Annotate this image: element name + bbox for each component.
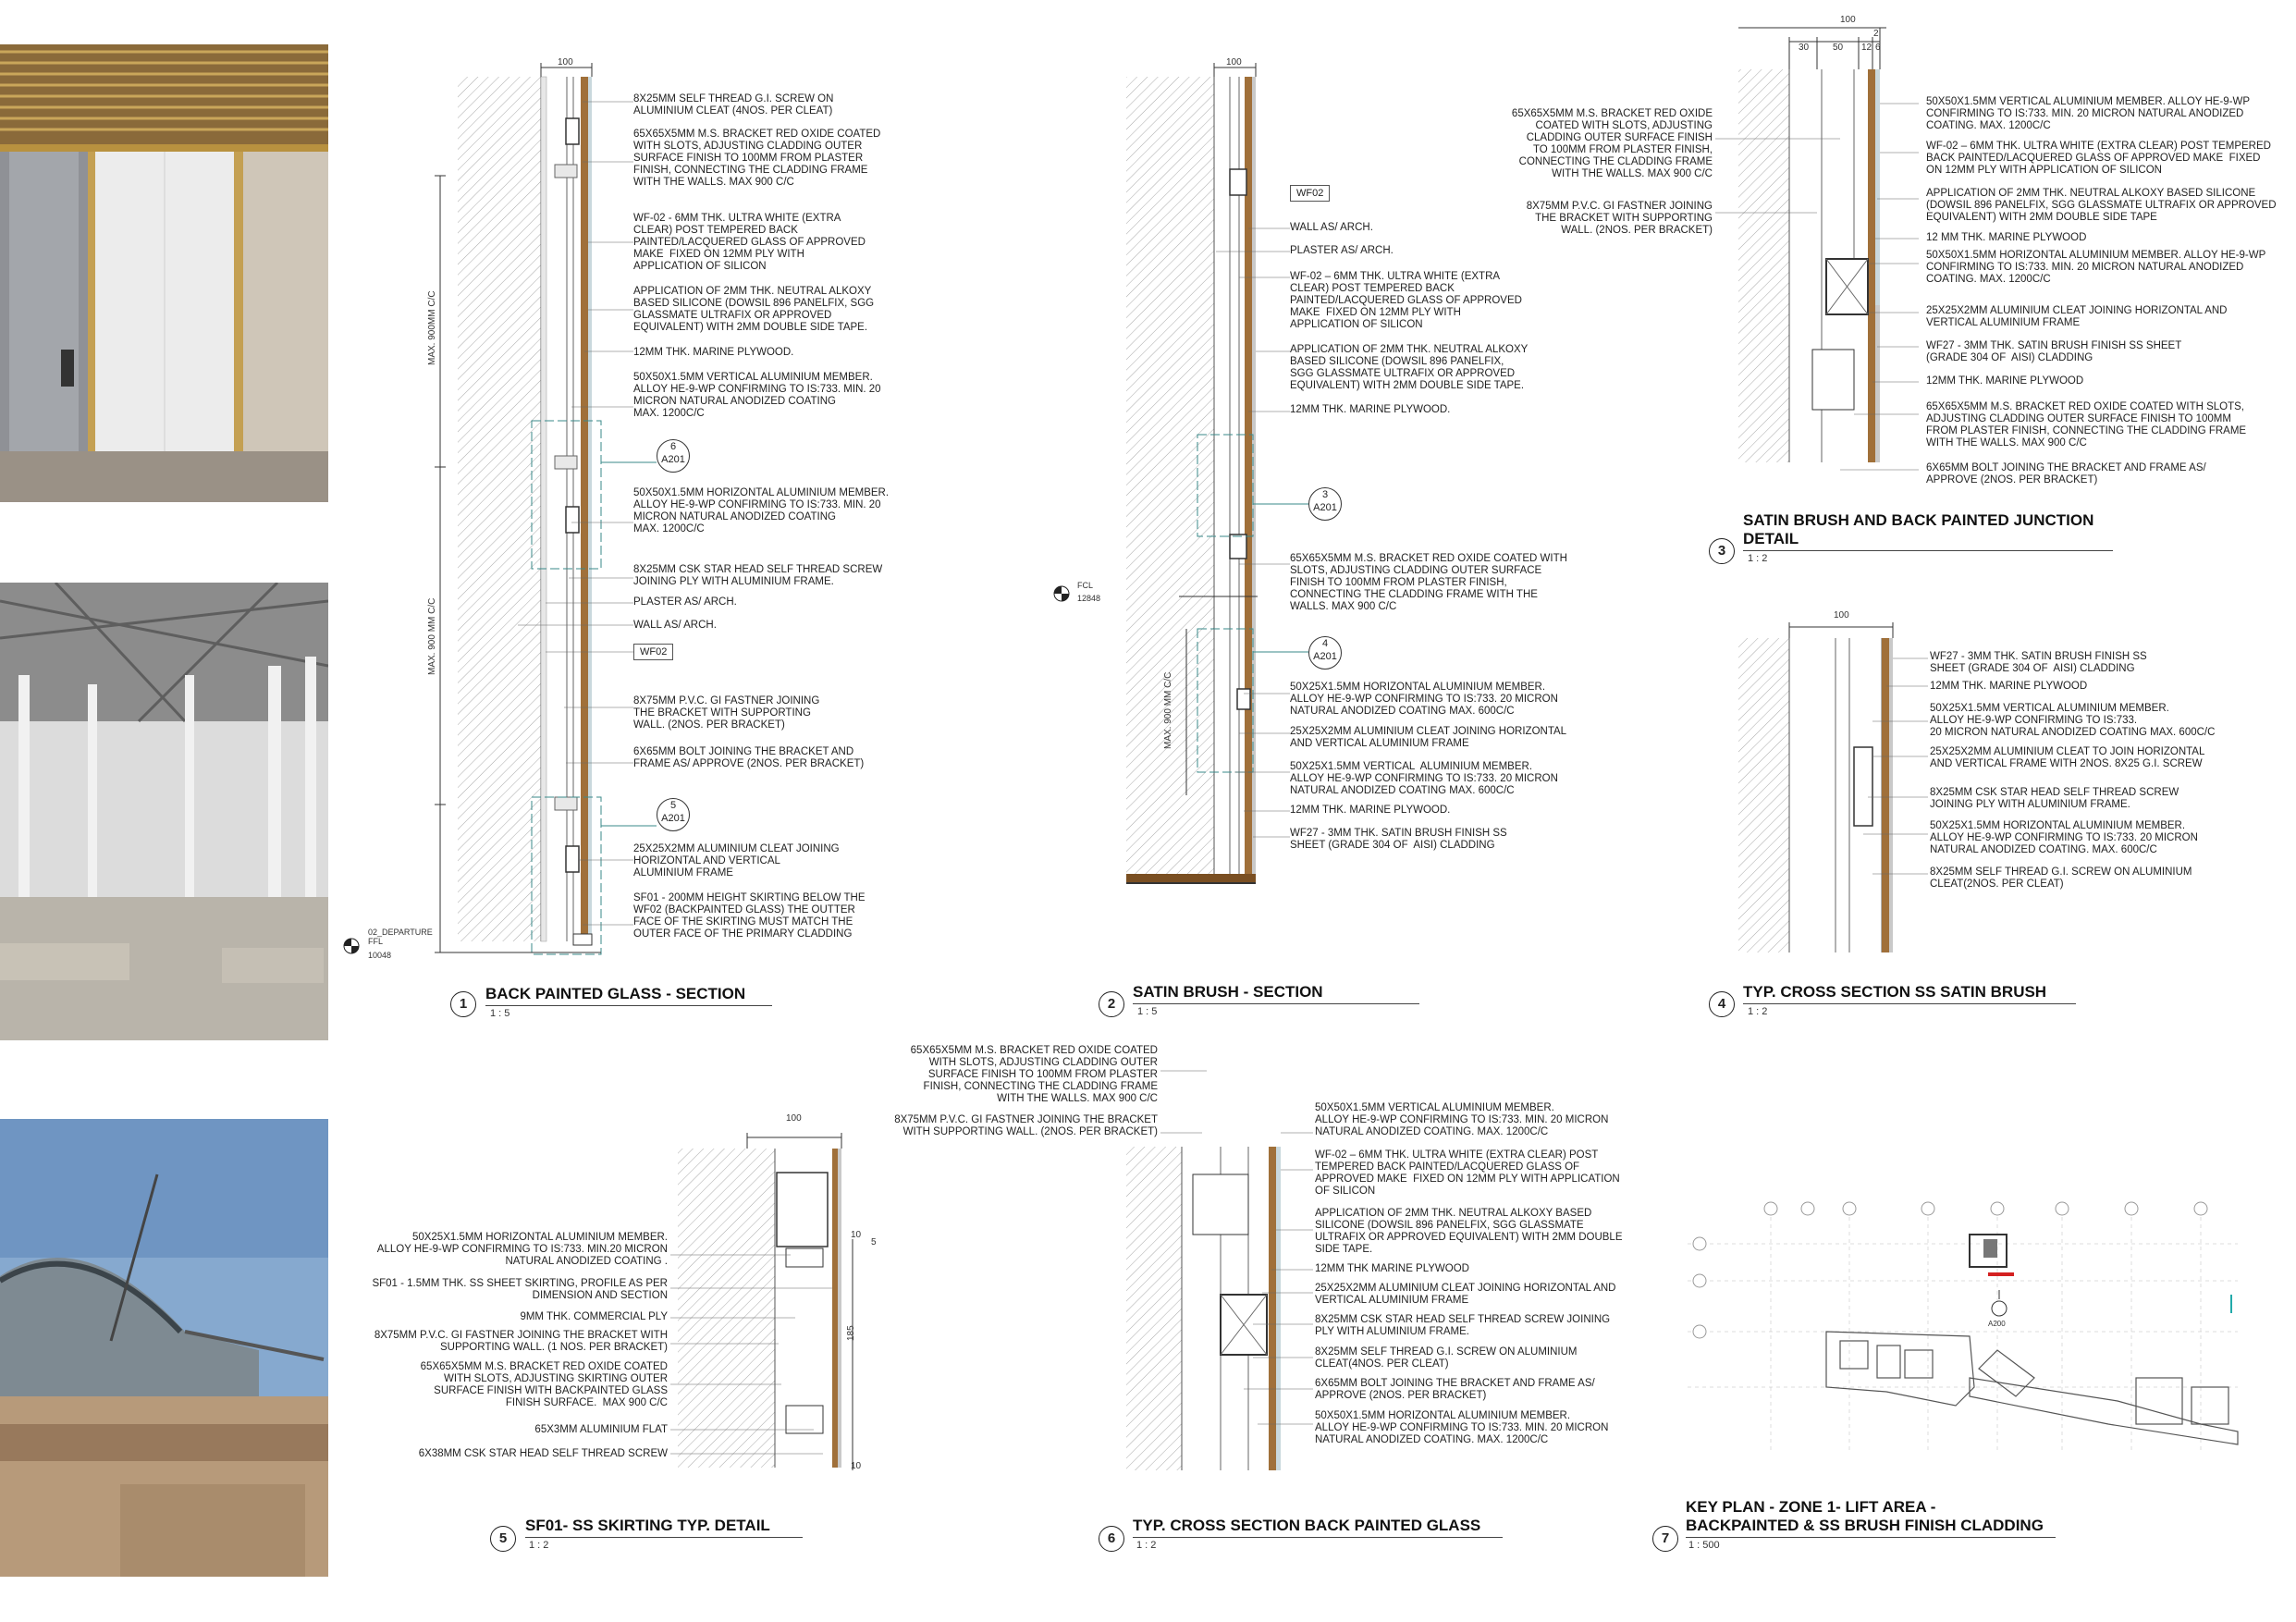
d3-note-7: WF27 - 3MM THK. SATIN BRUSH FINISH SS SHEET (GRADE 304 OF AISI) CLADDING xyxy=(1926,340,2182,363)
detail-2-drawing xyxy=(1126,63,1308,883)
detail-3-drawing xyxy=(1715,28,1919,470)
d3-dim-12: 12 xyxy=(1861,43,1872,53)
level-marker-1 xyxy=(344,939,359,953)
d5-note-2: SF01 - 1.5MM THK. SS SHEET SKIRTING, PROFILE AS PER DIMENSION AND SECTION xyxy=(372,1278,668,1301)
d1-note-10: WALL AS/ ARCH. xyxy=(633,620,717,631)
d1-note-13: 25X25X2MM ALUMINIUM CLEAT JOINING HORIZONTAL AND VERTICAL ALUMINIUM FRAME xyxy=(633,843,840,879)
d2-callout-a[interactable]: 3 A201 xyxy=(1308,487,1342,521)
level-marker-2 xyxy=(1054,586,1069,601)
d2-level-label: FCL xyxy=(1077,581,1094,590)
d5-number: 5 xyxy=(490,1526,516,1552)
d3-note-left-1: 65X65X5MM M.S. BRACKET RED OXIDE COATED WITH SLOTS, ADJUSTING CLADDING OUTER SURFACE FINISH TO 100MM FROM PLASTER FINISH, CONNECTING THE CLADDING FRAME WITH THE WALLS. MAX 900 C/C xyxy=(1511,108,1713,179)
d2-note-6: 65X65X5MM M.S. BRACKET RED OXIDE COATED WITH SLOTS, ADJUSTING CLADDING OUTER SURFACE FINISH TO 100MM FROM PLASTER FINISH, CONNECTING THE CLADDING FRAME WITH THE WALLS. MAX 900 C/C xyxy=(1290,553,1567,612)
d6-title: TYP. CROSS SECTION BACK PAINTED GLASS xyxy=(1133,1517,1481,1534)
d3-scale: 1 : 2 xyxy=(1748,553,1768,564)
d6-note-left-1: 65X65X5MM M.S. BRACKET RED OXIDE COATED WITH SLOTS, ADJUSTING CLADDING OUTER SURFACE FINISH TO 100MM FROM PLASTER FINISH, CONNECTING THE CLADDING FRAME WITH THE WALLS. MAX 900 C/C xyxy=(910,1045,1158,1104)
d2-dim-a: MAX. 900 MM C/C xyxy=(1163,671,1173,749)
d1-level-value: 10048 xyxy=(368,951,392,960)
d2-dim: 100 xyxy=(1226,57,1242,68)
d5-dim-10b: 10 xyxy=(851,1461,862,1471)
d5-dim-10a: 10 xyxy=(851,1230,862,1240)
d5-dim-185: 185 xyxy=(846,1325,856,1341)
d2-note-7: 50X25X1.5MM HORIZONTAL ALUMINIUM MEMBER. ALLOY HE-9-WP CONFIRMING TO IS:733. 20 MICRON NATURAL ANODIZED COATING MAX. 600C/C xyxy=(1290,682,1558,717)
d6-note-8: 6X65MM BOLT JOINING THE BRACKET AND FRAME AS/ APPROVE (2NOS. PER BRACKET) xyxy=(1315,1378,1595,1401)
d6-note-9: 50X50X1.5MM HORIZONTAL ALUMINIUM MEMBER. ALLOY HE-9-WP CONFIRMING TO IS:733. MIN. 20 MICRON NATURAL ANODIZED COATING. MAX. 1200C/C xyxy=(1315,1410,1609,1445)
d2-note-2: PLASTER AS/ ARCH. xyxy=(1290,245,1394,256)
d6-note-2: WF-02 – 6MM THK. ULTRA WHITE (EXTRA CLEAR) POST TEMPERED BACK PAINTED/LACQUERED GLASS OF APPROVED MAKE FIXED ON 12MM PLY WITH APPLICATION OF SILICON xyxy=(1315,1149,1620,1197)
keyplan-marker[interactable]: A200 xyxy=(1988,1320,2006,1328)
d3-note-left-2: 8X75MM P.V.C. GI FASTNER JOINING THE BRACKET WITH SUPPORTING WALL. (2NOS. PER BRACKET) xyxy=(1526,201,1713,236)
d1-note-11: 8X75MM P.V.C. GI FASTNER JOINING THE BRACKET WITH SUPPORTING WALL. (2NOS. PER BRACKET) xyxy=(633,695,820,731)
d4-scale: 1 : 2 xyxy=(1748,1006,1768,1017)
d4-note-6: 50X25X1.5MM HORIZONTAL ALUMINIUM MEMBER. ALLOY HE-9-WP CONFIRMING TO IS:733. 20 MICRON NATURAL ANODIZED COATING. MAX. 600C/C xyxy=(1930,820,2198,855)
d2-note-5: 12MM THK. MARINE PLYWOOD. xyxy=(1290,404,1451,415)
d1-note-1: 8X25MM SELF THREAD G.I. SCREW ON ALUMINIUM CLEAT (4NOS. PER CLEAT) xyxy=(633,93,834,117)
d2-title: SATIN BRUSH - SECTION xyxy=(1133,983,1323,1001)
d4-note-1: WF27 - 3MM THK. SATIN BRUSH FINISH SS SHEET (GRADE 304 OF AISI) CLADDING xyxy=(1930,651,2147,674)
d4-note-3: 50X25X1.5MM VERTICAL ALUMINIUM MEMBER. ALLOY HE-9-WP CONFIRMING TO IS:733. 20 MICRON NATURAL ANODIZED COATING MAX. 600C/C xyxy=(1930,703,2216,738)
d5-dim: 100 xyxy=(786,1113,802,1124)
d6-note-1: 50X50X1.5MM VERTICAL ALUMINIUM MEMBER. ALLOY HE-9-WP CONFIRMING TO IS:733. MIN. 20 MICRON NATURAL ANODIZED COATING. MAX. 1200C/C xyxy=(1315,1102,1609,1137)
d6-scale: 1 : 2 xyxy=(1136,1540,1157,1551)
d4-number: 4 xyxy=(1709,991,1735,1017)
d2-tag: WF02 xyxy=(1290,185,1330,202)
d2-note-9: 50X25X1.5MM VERTICAL ALUMINIUM MEMBER. ALLOY HE-9-WP CONFIRMING TO IS:733. 20 MICRON NATURAL ANODIZED COATING MAX. 600C/C xyxy=(1290,761,1558,796)
d3-dim-30: 30 xyxy=(1799,43,1810,53)
d1-note-9: PLASTER AS/ ARCH. xyxy=(633,596,737,608)
d1-note-12: 6X65MM BOLT JOINING THE BRACKET AND FRAME AS/ APPROVE (2NOS. PER BRACKET) xyxy=(633,746,865,769)
d2-callout-b[interactable]: 4 A201 xyxy=(1308,636,1342,670)
d4-note-5: 8X25MM CSK STAR HEAD SELF THREAD SCREW JOINING PLY WITH ALUMINIUM FRAME. xyxy=(1930,787,2179,810)
d1-note-6: 50X50X1.5MM VERTICAL ALUMINIUM MEMBER. ALLOY HE-9-WP CONFIRMING TO IS:733. MIN. 20 MICRON NATURAL ANODIZED COATING MAX. 1200C/C xyxy=(633,372,881,419)
d3-dim-50: 50 xyxy=(1833,43,1844,53)
d5-note-4: 8X75MM P.V.C. GI FASTNER JOINING THE BRACKET WITH SUPPORTING WALL. (1 NOS. PER BRACKET) xyxy=(374,1330,668,1353)
d3-dim-6: 6 xyxy=(1875,43,1881,53)
d3-dim-2: 2 xyxy=(1873,29,1879,39)
d1-dim-b: MAX. 900 MM C/C xyxy=(427,597,437,675)
d3-note-5: 50X50X1.5MM HORIZONTAL ALUMINIUM MEMBER. ALLOY HE-9-WP CONFIRMING TO IS:733. MIN. 20 MICRON NATURAL ANODIZED COATING. MAX. 1200C/C xyxy=(1926,250,2266,285)
d2-note-10: 12MM THK. MARINE PLYWOOD. xyxy=(1290,805,1451,816)
d4-title: TYP. CROSS SECTION SS SATIN BRUSH xyxy=(1743,983,2047,1001)
d1-callout-a[interactable]: 6 A201 xyxy=(657,439,690,473)
d6-note-6: 8X25MM CSK STAR HEAD SELF THREAD SCREW JOINING PLY WITH ALUMINIUM FRAME. xyxy=(1315,1314,1611,1337)
d5-note-5: 65X65X5MM M.S. BRACKET RED OXIDE COATED WITH SLOTS, ADJUSTING SKIRTING OUTER SURFACE FINISH WITH BACKPAINTED GLASS FINISH SURFACE. MAX 900 C/C xyxy=(420,1361,668,1408)
d1-tag: WF02 xyxy=(633,644,673,660)
d3-note-9: 65X65X5MM M.S. BRACKET RED OXIDE COATED WITH SLOTS, ADJUSTING CLADDING OUTER SURFACE FINISH TO 100MM FROM PLASTER FINISH, CONNECTING THE CLADDING FRAME WITH THE WALLS. MAX 900 C/C xyxy=(1926,401,2247,449)
d1-note-2: 65X65X5MM M.S. BRACKET RED OXIDE COATED WITH SLOTS, ADJUSTING CLADDING OUTER SURFACE FINISH TO 100MM FROM PLASTER FINISH, CONNECTING THE CLADDING FRAME WITH THE WALLS. MAX 900 C/C xyxy=(633,129,881,188)
d3-note-10: 6X65MM BOLT JOINING THE BRACKET AND FRAME AS/ APPROVE (2NOS. PER BRACKET) xyxy=(1926,462,2206,485)
d1-note-7: 50X50X1.5MM HORIZONTAL ALUMINIUM MEMBER. ALLOY HE-9-WP CONFIRMING TO IS:733. MIN. 20 MICRON NATURAL ANODIZED COATING MAX. 1200C/C xyxy=(633,487,890,535)
d4-note-7: 8X25MM SELF THREAD G.I. SCREW ON ALUMINIUM CLEAT(2NOS. PER CLEAT) xyxy=(1930,866,2192,890)
d2-level-value: 12848 xyxy=(1077,594,1101,603)
d1-dim-a: MAX. 900MM C/C xyxy=(427,290,437,365)
d1-note-4: APPLICATION OF 2MM THK. NEUTRAL ALKOXY BASED SILICONE (DOWSIL 896 PANELFIX, SGG GLASSMATE ULTRAFIX OR APPROVED EQUIVALENT) WITH 2MM DOUBLE SIDE TAPE. xyxy=(633,286,875,333)
d7-scale: 1 : 500 xyxy=(1688,1540,1720,1551)
d1-title: BACK PAINTED GLASS - SECTION xyxy=(485,985,746,1002)
d5-title: SF01- SS SKIRTING TYP. DETAIL xyxy=(525,1517,770,1534)
d1-note-3: WF-02 - 6MM THK. ULTRA WHITE (EXTRA CLEAR) POST TEMPERED BACK PAINTED/LACQUERED GLASS OF APPROVED MAKE FIXED ON 12MM PLY WITH APPLICATION OF SILICON xyxy=(633,213,866,272)
d2-scale: 1 : 5 xyxy=(1137,1006,1158,1017)
d3-note-8: 12MM THK. MARINE PLYWOOD xyxy=(1926,375,2084,387)
d5-note-3: 9MM THK. COMMERCIAL PLY xyxy=(520,1311,668,1322)
d3-number: 3 xyxy=(1709,538,1735,564)
d5-scale: 1 : 2 xyxy=(529,1540,549,1551)
d3-dim: 100 xyxy=(1840,15,1856,25)
d6-number: 6 xyxy=(1099,1526,1124,1552)
d6-note-7: 8X25MM SELF THREAD G.I. SCREW ON ALUMINIUM CLEAT(4NOS. PER CLEAT) xyxy=(1315,1346,1578,1370)
d6-note-left-2: 8X75MM P.V.C. GI FASTNER JOINING THE BRACKET WITH SUPPORTING WALL. (2NOS. PER BRACKET) xyxy=(894,1114,1158,1137)
d2-note-11: WF27 - 3MM THK. SATIN BRUSH FINISH SS SHEET (GRADE 304 OF AISI) CLADDING xyxy=(1290,828,1507,851)
detail-4-drawing xyxy=(1738,622,1928,952)
d1-note-14: SF01 - 200MM HEIGHT SKIRTING BELOW THE WF02 (BACKPAINTED GLASS) THE OUTTER FACE OF THE SKIRTING MUST MATCH THE OUTER FACE OF THE PRIMARY CLADDING xyxy=(633,892,866,940)
d1-number: 1 xyxy=(450,991,476,1017)
d6-note-5: 25X25X2MM ALUMINIUM CLEAT JOINING HORIZONTAL AND VERTICAL ALUMINIUM FRAME xyxy=(1315,1283,1616,1306)
d2-note-4: APPLICATION OF 2MM THK. NEUTRAL ALKOXY BASED SILICONE (DOWSIL 896 PANELFIX, SGG GLASSMATE ULTRAFIX OR APPROVED EQUIVALENT) WITH 2MM DOUBLE SIDE TAPE. xyxy=(1290,344,1529,391)
d4-dim: 100 xyxy=(1834,610,1849,621)
d1-note-5: 12MM THK. MARINE PLYWOOD. xyxy=(633,347,794,358)
d5-note-7: 6X38MM CSK STAR HEAD SELF THREAD SCREW xyxy=(418,1448,668,1459)
d4-note-4: 25X25X2MM ALUMINIUM CLEAT TO JOIN HORIZONTAL AND VERTICAL FRAME WITH 2NOS. 8X25 G.I. SCREW xyxy=(1930,746,2205,769)
d7-title: KEY PLAN - ZONE 1- LIFT AREA - BACKPAINTED & SS BRUSH FINISH CLADDING xyxy=(1686,1498,2044,1534)
d2-note-8: 25X25X2MM ALUMINIUM CLEAT JOINING HORIZONTAL AND VERTICAL ALUMINIUM FRAME xyxy=(1290,726,1567,749)
d5-note-1: 50X25X1.5MM HORIZONTAL ALUMINIUM MEMBER. ALLOY HE-9-WP CONFIRMING TO IS:733. MIN.20 MICRON NATURAL ANODIZED COATING . xyxy=(376,1232,668,1267)
d5-dim-5: 5 xyxy=(871,1237,877,1247)
d5-note-6: 65X3MM ALUMINIUM FLAT xyxy=(534,1424,668,1435)
d7-number: 7 xyxy=(1652,1526,1678,1552)
d1-dim: 100 xyxy=(558,57,573,68)
key-plan-drawing xyxy=(1688,1202,2238,1452)
d3-note-1: 50X50X1.5MM VERTICAL ALUMINIUM MEMBER. ALLOY HE-9-WP CONFIRMING TO IS:733. MIN. 20 MICRON NATURAL ANODIZED COATING. MAX. 1200C/C xyxy=(1926,96,2251,131)
d1-callout-b[interactable]: 5 A201 xyxy=(657,798,690,831)
d4-note-2: 12MM THK. MARINE PLYWOOD xyxy=(1930,681,2088,692)
d1-note-8: 8X25MM CSK STAR HEAD SELF THREAD SCREW JOINING PLY WITH ALUMINIUM FRAME. xyxy=(633,564,883,587)
detail-5-drawing xyxy=(670,1133,853,1470)
d3-note-6: 25X25X2MM ALUMINIUM CLEAT JOINING HORIZONTAL AND VERTICAL ALUMINIUM FRAME xyxy=(1926,305,2228,328)
d6-note-3: APPLICATION OF 2MM THK. NEUTRAL ALKOXY BASED SILICONE (DOWSIL 896 PANELFIX, SGG GLASSMATE ULTRAFIX OR APPROVED EQUIVALENT) WITH 2MM DOUBLE SIDE TAPE. xyxy=(1315,1208,1623,1255)
detail-1-drawing xyxy=(435,63,657,954)
d3-note-4: 12 MM THK. MARINE PLYWOOD xyxy=(1926,232,2087,243)
d6-note-4: 12MM THK MARINE PLYWOOD xyxy=(1315,1263,1469,1274)
d1-level-label: 02_DEPARTURE FFL xyxy=(368,928,433,946)
d2-number: 2 xyxy=(1099,991,1124,1017)
d3-note-3: APPLICATION OF 2MM THK. NEUTRAL ALKOXY BASED SILICONE (DOWSIL 896 PANELFIX, SGG GLASSMATE ULTRAFIX OR APPROVED EQUIVALENT) WITH 2MM DOUBLE SIDE TAPE xyxy=(1926,188,2277,223)
d1-scale: 1 : 5 xyxy=(490,1008,510,1019)
d2-note-1: WALL AS/ ARCH. xyxy=(1290,222,1373,233)
d3-note-2: WF-02 – 6MM THK. ULTRA WHITE (EXTRA CLEAR) POST TEMPERED BACK PAINTED/LACQUERED GLASS OF APPROVED MAKE FIXED ON 12MM PLY WITH APPLICATION OF SILICON xyxy=(1926,141,2271,176)
d2-note-3: WF-02 – 6MM THK. ULTRA WHITE (EXTRA CLEAR) POST TEMPERED BACK PAINTED/LACQUERED GLASS OF APPROVED MAKE FIXED ON 12MM PLY WITH APPLICATION OF SILICON xyxy=(1290,271,1522,330)
d3-title: SATIN BRUSH AND BACK PAINTED JUNCTION DETAIL xyxy=(1743,511,2094,547)
